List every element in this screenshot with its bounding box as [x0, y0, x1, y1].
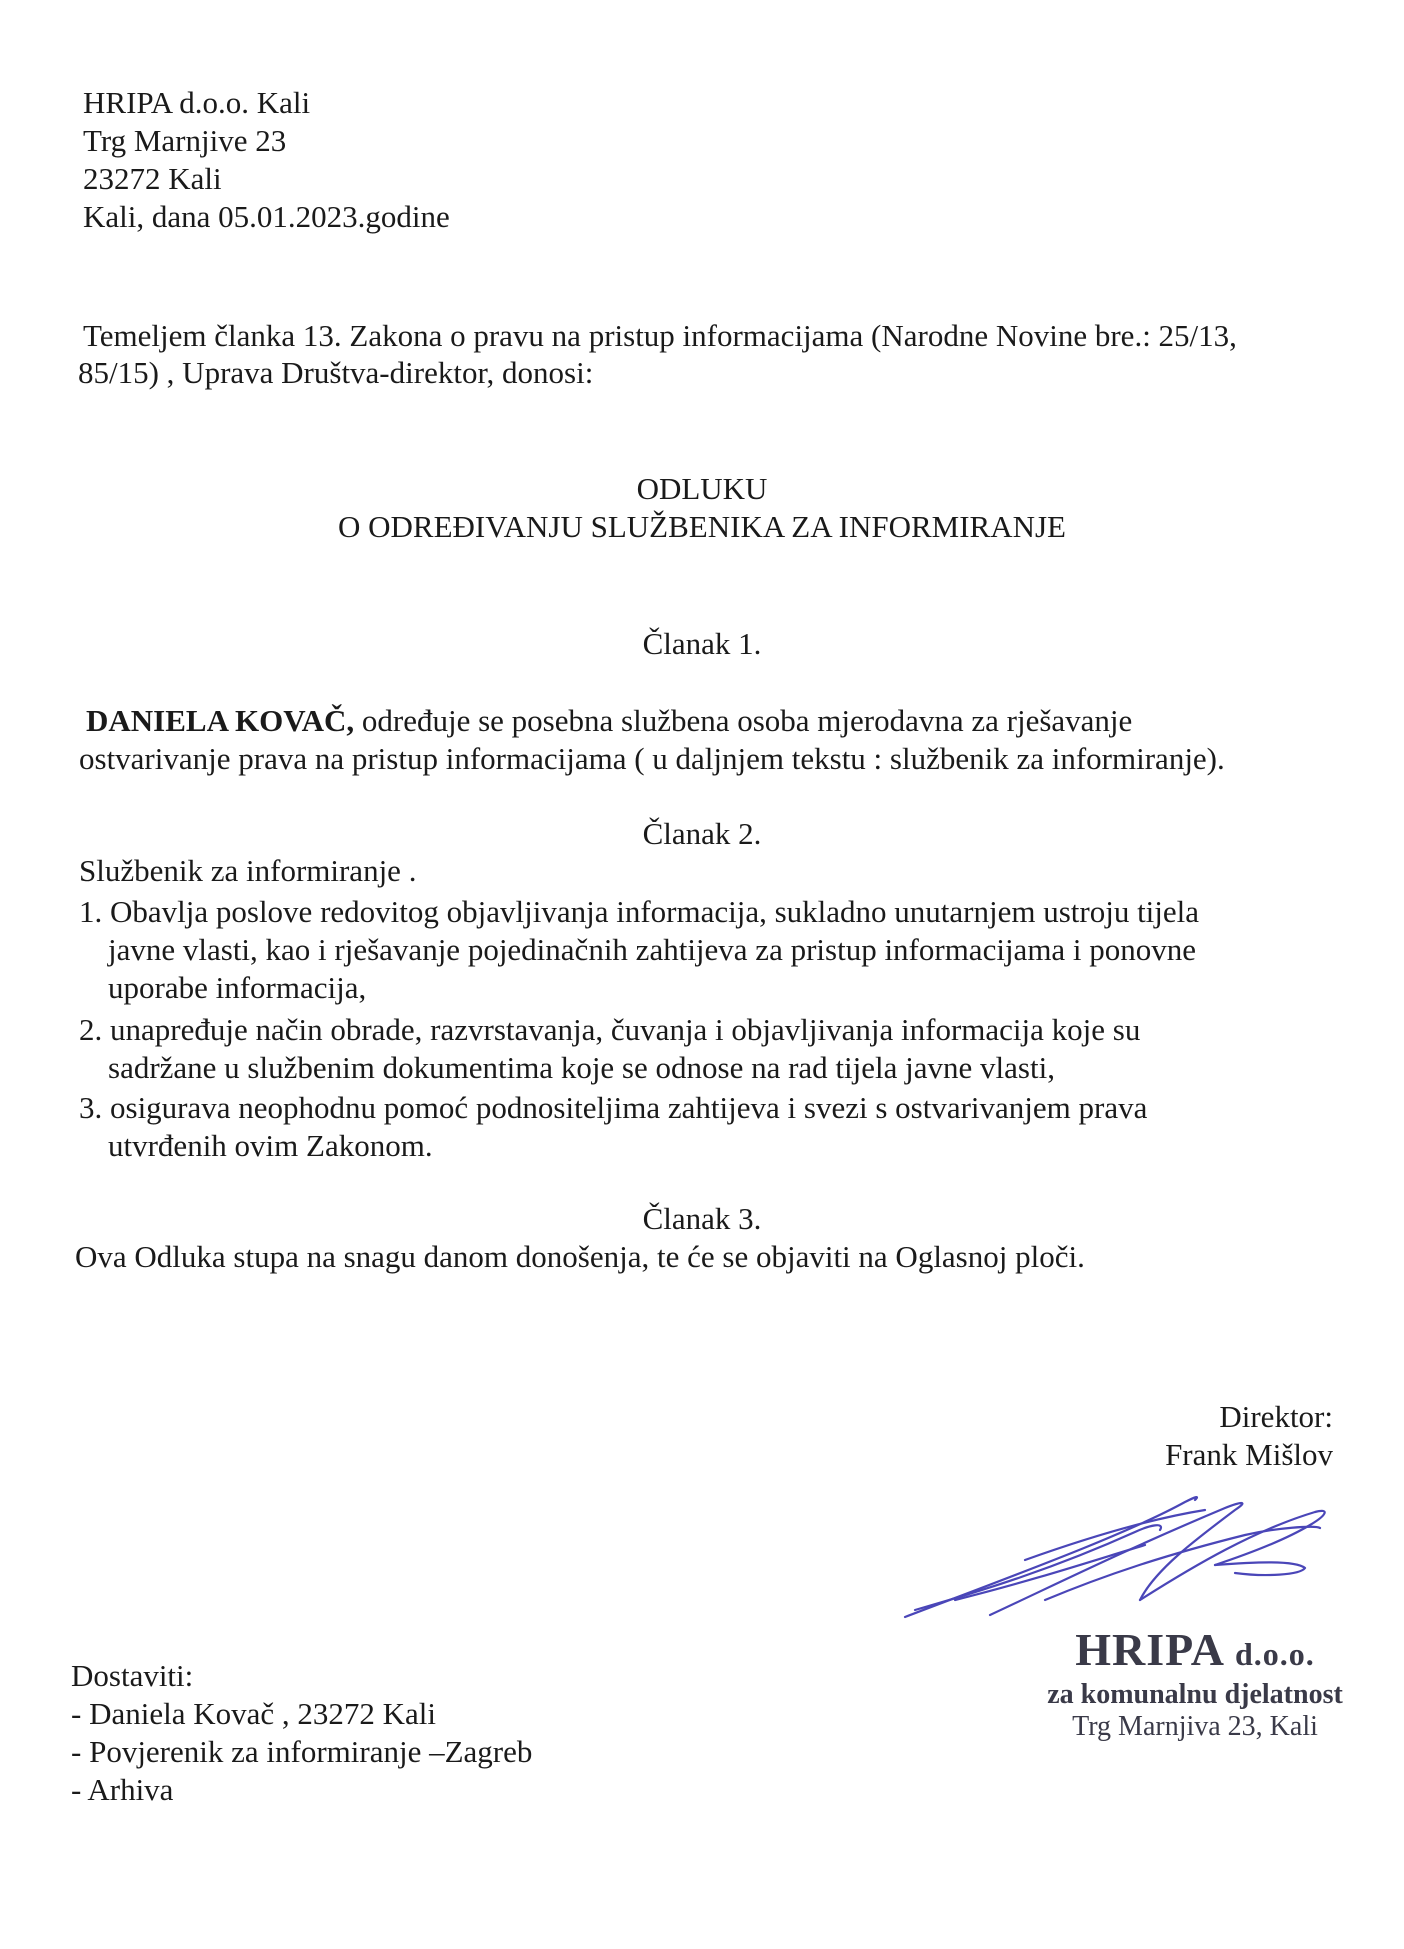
article-1-line-1: [86, 702, 1132, 740]
article-2-intro: Službenik za informiranje .: [79, 853, 417, 888]
document-date: Kali, dana 05.01.2023.godine: [83, 199, 450, 234]
distribution-item: - Arhiva: [71, 1772, 174, 1807]
article-1-heading: Članak 1.: [642, 626, 762, 661]
company-stamp: [1010, 1625, 1380, 1743]
article-2-item-1-line-2: javne vlasti, kao i rješavanje pojedinačnih zahtijeva za pristup informacijama i ponovne: [108, 932, 1197, 967]
article-2-item-3-line-2: utvrđenih ovim Zakonom.: [108, 1128, 433, 1163]
article-2-item-3-line-1: 3. osigurava neophodnu pomoć podnositeljima zahtijeva i svezi s ostvarivanjem prava: [79, 1090, 1148, 1125]
company-name: HRIPA d.o.o. Kali: [83, 85, 311, 120]
company-city: 23272 Kali: [83, 161, 222, 196]
article-2-heading: Članak 2.: [642, 816, 762, 851]
article-3-heading: Članak 3.: [642, 1201, 762, 1236]
stamp-suffix: d.o.o.: [1234, 1636, 1315, 1672]
handwritten-signature: [895, 1480, 1335, 1630]
signature-role: Direktor:: [1219, 1399, 1333, 1434]
article-2-item-2-line-1: 2. unapređuje način obrade, razvrstavanja, čuvanja i objavljivanja informacija koje su: [79, 1012, 1141, 1047]
signature-name: Frank Mišlov: [1165, 1437, 1333, 1472]
stamp-name: HRIPA: [1075, 1624, 1223, 1675]
company-street: Trg Marnjive 23: [83, 123, 287, 158]
stamp-activity: za komunalnu djelatnost: [1047, 1679, 1343, 1710]
stamp-company-name: [1010, 1625, 1380, 1679]
preamble-line-2: 85/15) , Uprava Društva-direktor, donosi:: [78, 355, 594, 390]
article-3-text: Ova Odluka stupa na snagu danom donošenja, te će se objaviti na Oglasnoj ploči.: [75, 1239, 1085, 1274]
article-2-item-1-line-1: 1. Obavlja poslove redovitog objavljivanja informacija, sukladno unutarnjem ustroju tijela: [79, 894, 1200, 929]
article-1-line-1-rest: određuje se posebna službena osoba mjerodavna za rješavanje: [354, 703, 1133, 738]
preamble-line-1: Temeljem članka 13. Zakona o pravu na pristup informacijama (Narodne Novine bre.: 25/13,: [83, 318, 1237, 353]
official-name: DANIELA KOVAČ,: [86, 703, 355, 738]
stamp-address: Trg Marnjiva 23, Kali: [1072, 1711, 1318, 1742]
article-2-item-1-line-3: uporabe informacija,: [108, 970, 367, 1005]
distribution-item: - Povjerenik za informiranje –Zagreb: [71, 1734, 533, 1769]
article-1-line-2: ostvarivanje prava na pristup informacijama ( u daljnjem tekstu : službenik za informiranje).: [79, 741, 1225, 776]
distribution-item: - Daniela Kovač , 23272 Kali: [71, 1696, 436, 1731]
article-2-item-2-line-2: sadržane u službenim dokumentima koje se odnose na rad tijela javne vlasti,: [108, 1050, 1055, 1085]
document-subtitle: O ODREĐIVANJU SLUŽBENIKA ZA INFORMIRANJE: [338, 509, 1066, 544]
document-title: ODLUKU: [636, 471, 768, 506]
distribution-heading: Dostaviti:: [71, 1658, 194, 1693]
